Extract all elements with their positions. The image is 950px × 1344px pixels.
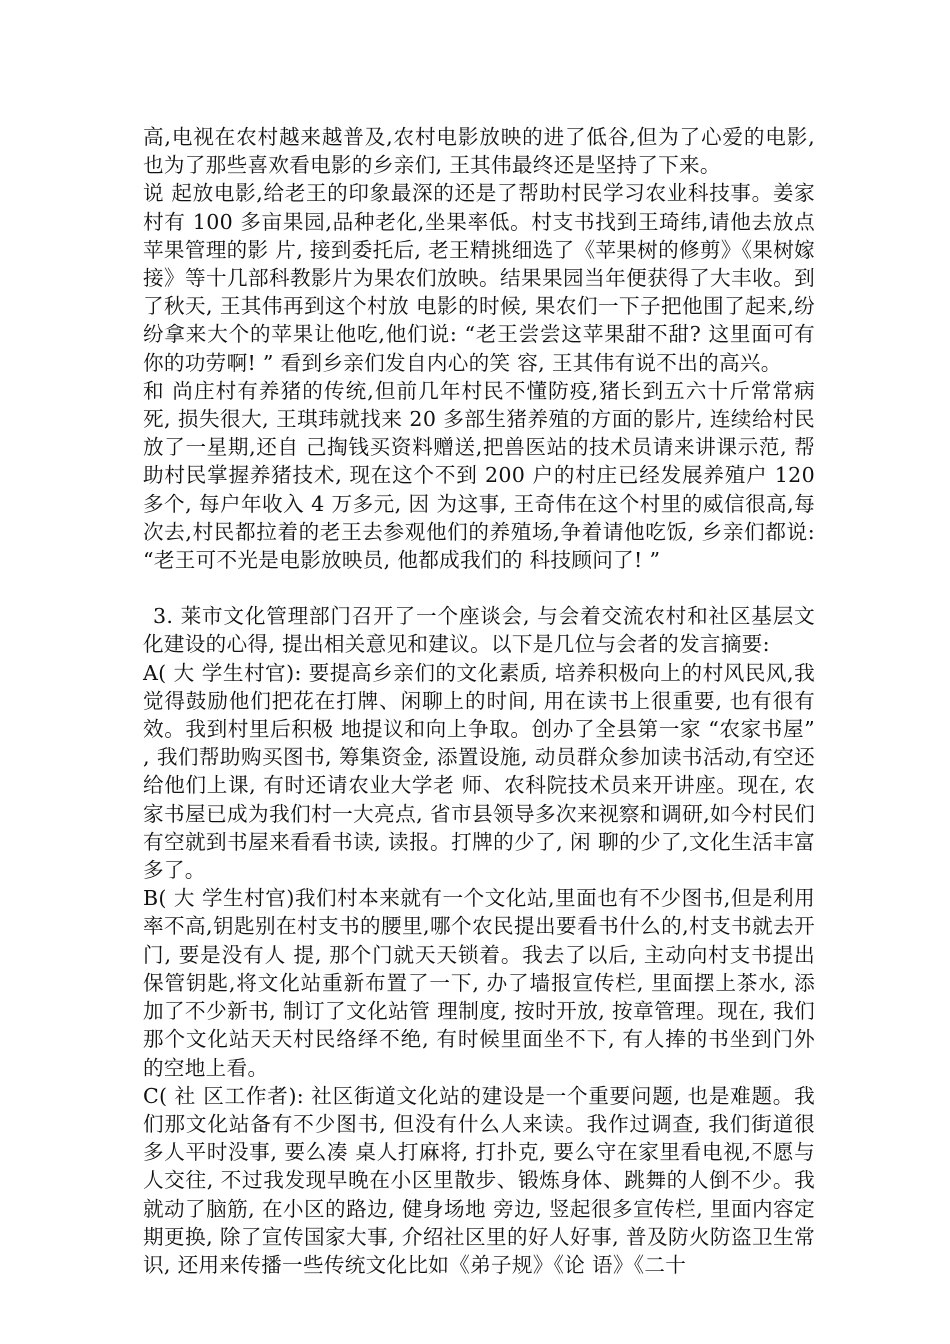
document-page (143, 123, 815, 1279)
speech-a: A( 大 学生村官): 要提高乡亲们的文化素质, 培养积极向上的村风民风,我觉得鼓励他们把花在打牌、闲聊上的时间, 用在读书上很重要, 也有很有效。我到村里后积极 地提议和向上争取。创办了全县第一家 “农家书屋” , 我们帮助购买图书, 筹集资金, 添置设施, 动员群众参加读书活动,有空还给他们上课, 有时还请农业大学老 师、农科院技术员来开讲座。现在, 农家书屋已成为我们村一大亮点, 省市县领导多次来视察和调研,如今村民们有空就到书屋来看看书读, 读报。打牌的少了, 闲 聊的少了,文化生活丰富多了。 (143, 660, 815, 883)
paragraph-orchard-story: 说 起放电影,给老王的印象最深的还是了帮助村民学习农业科技事。姜家村有 100 多亩果园,品种老化,坐果率低。村支书找到王琦纬,请他去放点苹果管理的影 片, 接到委托后, 老王精挑细选了《苹果树的修剪》《果树嫁接》等十几部科教影片为果农们放映。结果果园当年便获得了大丰收。到了秋天, 王其伟再到这个村放 电影的时候, 果农们一下子把他围了起来,纷纷拿来大个的苹果让他吃,他们说: “老王尝尝这苹果甜不甜? 这里面可有你的功劳啊! ” 看到乡亲们发自内心的笑 容, 王其伟有说不出的高兴。 (143, 181, 815, 375)
speech-c: C( 社 区工作者): 社区街道文化站的建设是一个重要问题, 也是难题。我们那文化站备有不少图书, 但没有什么人来读。我作过调查, 我们街道很多人平时没事, 要么凑 桌人打麻将, 打扑克, 要么守在家里看电视,不愿与人交往, 不过我发现早晚在小区里散步、锻炼身体、跳舞的人倒不少。我就动了脑筋, 在小区的路边, 健身场地 旁边, 竖起很多宣传栏, 里面内容定期更换, 除了宣传国家大事, 介绍社区里的好人好事, 普及防火防盗卫生常识, 还用来传播一些传统文化比如《弟子规》《论 语》《二十 (143, 1083, 815, 1277)
question-3-intro: 3. 莱市文化管理部门召开了一个座谈会, 与会着交流农村和社区基层文化建设的心得, 提出相关意见和建议。以下是几位与会者的发言摘要: (143, 604, 815, 657)
paragraph-film-enthusiasm: 高,电视在农村越来越普及,农村电影放映的进了低谷,但为了心爱的电影, 也为了那些喜欢看电影的乡亲们, 王其伟最终还是坚持了下来。 (143, 125, 815, 178)
paragraph-pig-farming-story: 和 尚庄村有养猪的传统,但前几年村民不懂防疫,猪长到五六十斤常常病死, 损失很大, 王琪玮就找来 20 多部生猪养殖的方面的影片, 连续给村民放了一星期,还自 己掏钱买资料赠送,把兽医站的技术员请来讲课示范, 帮助村民掌握养猪技术, 现在这个不到 200 户的村庄已经发展养殖户 120 多个, 每户年收入 4 万多元, 因 为这事, 王奇伟在这个村里的威信很高,每次去,村民都拉着的老王去参观他们的养殖场,争着请他吃饭, 乡亲们都说: “老王可不光是电影放映员, 他都成我们的 科技顾问了! ” (143, 378, 815, 573)
speech-b: B( 大 学生村官)我们村本来就有一个文化站,里面也有不少图书,但是利用率不高,钥匙别在村支书的腰里,哪个农民提出要看书什么的,村支书就去开门, 要是没有人 提, 那个门就天天锁着。我去了以后, 主动向村支书提出保管钥匙,将文化站重新布置了一下, 办了墙报宣传栏, 里面摆上茶水, 添加了不少新书, 制订了文化站管 理制度, 按时开放, 按章管理。现在, 我们那个文化站天天村民络绎不绝, 有时候里面坐不下, 有人捧的书坐到门外的空地上看。 (143, 886, 815, 1080)
paragraph-spacer (143, 574, 815, 602)
